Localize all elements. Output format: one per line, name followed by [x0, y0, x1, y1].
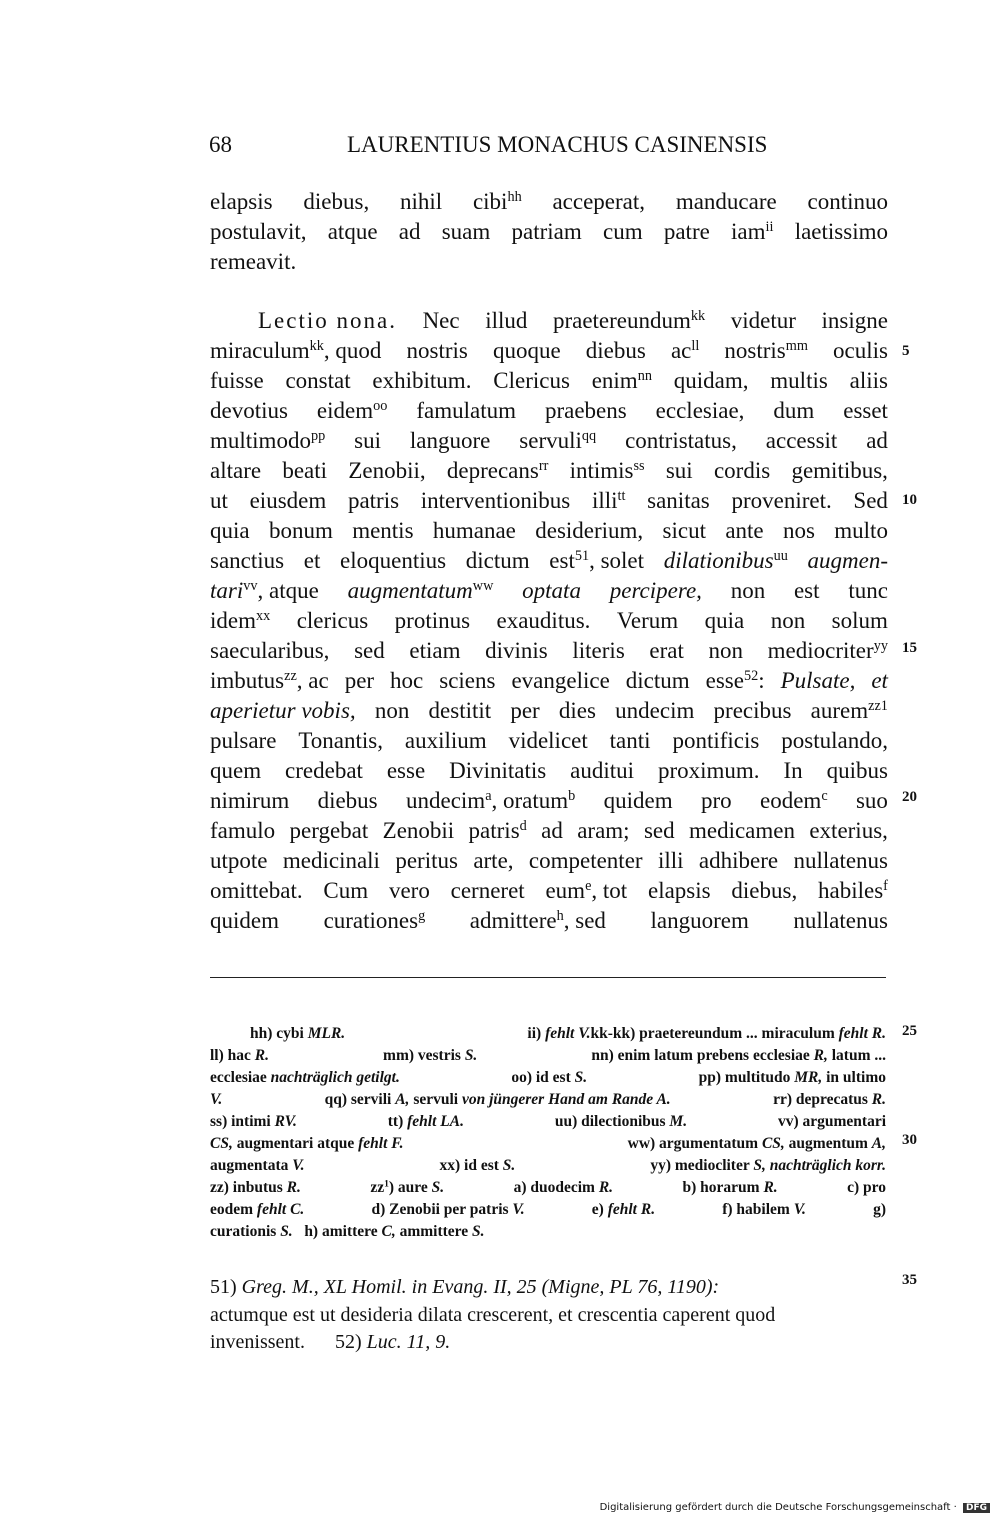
apparatus-line: ss) intimi RV. tt) fehlt LA. uu) dilectionibus M. vv) argumentari	[210, 1113, 886, 1130]
text-line: Lectio nona. Nec illud praetereundum$^{kk}$ videtur insigne	[258, 308, 888, 333]
line-number: 15	[902, 640, 917, 656]
apparatus-line: V. qq) servili A, servuli von jüngerer Hand am Rande A. rr) deprecatus R.	[210, 1091, 886, 1108]
dfg-logo: DFG	[963, 1503, 990, 1513]
digitization-credit: Digitalisierung gefördert durch die Deutsche Forschungsgemeinschaft · DFG	[600, 1502, 990, 1513]
text-line: omittebat. Cum vero cerneret eum$^e$, tot elapsis diebus, habiles$^f$	[210, 878, 888, 903]
text-line: quidem curationes$^g$ admittere$^h$, sed languorem nullatenus	[210, 908, 888, 933]
text-line: idem$^{xx}$ clericus protinus exauditus. Verum quia non solum	[210, 608, 888, 633]
line-number: 10	[902, 492, 917, 508]
text-line: sanctius et eloquentius dictum est$^{51}$, solet dilationibus$^{uu}$ augmen-	[210, 548, 888, 573]
page-number: 68	[209, 132, 232, 157]
line-number: 20	[902, 789, 917, 805]
line-number: 30	[902, 1132, 917, 1148]
text-line: postulavit, atque ad suam patriam cum patre iam$^{ii}$ laetissimo	[210, 219, 888, 244]
reference-line: invenissent. 52) Luc. 11, 9.	[210, 1331, 451, 1353]
apparatus-line: augmentata V. xx) id est S. yy) mediocliter S, nachträglich korr.	[210, 1157, 886, 1174]
text-line: imbutus$^{zz}$, ac per hoc sciens evangelice dictum esse$^{52}$: Pulsate, et	[210, 668, 888, 693]
text-line: miraculum$^{kk}$, quod nostris quoque diebus $ac^{ll}$ nostris$^{mm}$ oculis	[210, 338, 888, 363]
text-line: elapsis diebus, nihil cibi$^{hh}$ acceperat, manducare continuo	[210, 189, 888, 214]
line-number: 5	[902, 343, 910, 359]
text-line: fuisse constat exhibitum. Clericus enim$^{nn}$ quidam, multis aliis	[210, 368, 888, 393]
apparatus-line: eodem fehlt C. d) Zenobii per patris V. e) fehlt R. f) habilem V. g)	[210, 1201, 886, 1218]
text-line: altare beati Zenobii, deprecans$^{rr}$ intimis$^{ss}$ sui cordis gemitibus,	[210, 458, 888, 483]
footnote-divider	[210, 977, 886, 978]
apparatus-line: ll) hac R. mm) vestris S. nn) enim latum prebens ecclesiae R, latum ...	[210, 1047, 886, 1064]
reference-line: 51) Greg. M., XL Homil. in Evang. II, 25 (Migne, PL 76, 1190):	[210, 1276, 720, 1298]
text-line: pulsare Tonantis, auxilium videlicet tanti pontificis postulando,	[210, 728, 888, 753]
line-number: 25	[902, 1023, 917, 1039]
text-line: aperietur vobis, non destitit per dies undecim precibus aurem$^{zz1}$	[210, 698, 888, 723]
apparatus-line: ecclesiae nachträglich getilgt. oo) id est S. pp) multitudo MR, in ultimo	[210, 1069, 886, 1086]
apparatus-line: zz) inbutus R. $zz^1$) aure S. a) duodecim R. b) horarum R. c) pro	[210, 1178, 886, 1196]
reference-line: actumque est ut desideria dilata crescerent, et crescentia caperent quod	[210, 1304, 776, 1326]
apparatus-line: hh) cybi MLR. ii) fehlt V.kk-kk) praetereundum ... miraculum fehlt R.	[250, 1025, 886, 1042]
text-line: ut eiusdem patris interventionibus illi$^{tt}$ sanitas proveniret. Sed	[210, 488, 888, 513]
text-line: remeavit.	[210, 249, 297, 274]
text-line: quem credebat esse Divinitatis auditui proximum. In quibus	[210, 758, 888, 783]
text-line: saecularibus, sed etiam divinis literis erat non mediocriter$^{yy}$	[210, 638, 888, 663]
text-line: famulo pergebat Zenobii patris$^d$ ad aram; sed medicamen exterius,	[210, 818, 888, 843]
text-line: nimirum diebus undecim$^a$, oratum$^b$ quidem pro eodem$^c$ suo	[210, 788, 888, 813]
text-line: quia bonum mentis humanae desiderium, sicut ante nos multo	[210, 518, 888, 543]
text-line: tari$^{vv}$, atque augmentatum$^{ww}$ optata percipere, non est tunc	[210, 578, 888, 603]
text-line: devotius eidem$^{oo}$ famulatum praebens ecclesiae, dum esset	[210, 398, 888, 423]
running-title: LAURENTIUS MONACHUS CASINENSIS	[347, 132, 768, 157]
line-number: 35	[902, 1272, 917, 1288]
lectio-heading: Lectio nona.	[258, 308, 397, 333]
apparatus-line: CS, augmentari atque fehlt F. ww) argumentatum CS, augmentum A,	[210, 1135, 886, 1152]
text-line: utpote medicinali peritus arte, competenter illi adhibere nullatenus	[210, 848, 888, 873]
text-line: multimodo$^{pp}$ sui languore servuli$^{qq}$ contristatus, accessit ad	[210, 428, 888, 453]
apparatus-line: curationis S. h) amittere C, ammittere S.	[210, 1223, 485, 1240]
